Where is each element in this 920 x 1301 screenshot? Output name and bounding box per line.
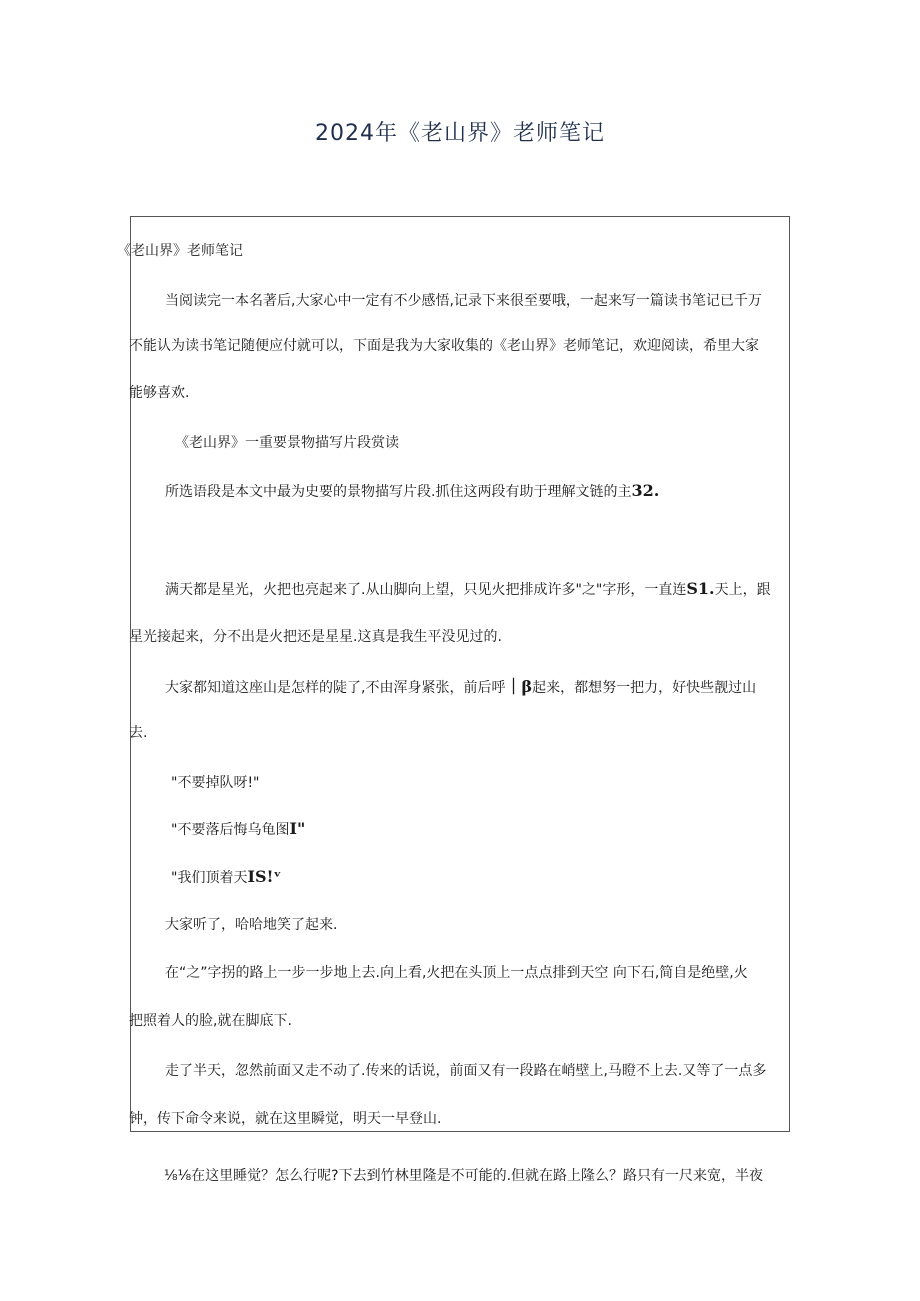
para4-line-1: 走了半天，忽然前面又走不动了.传来的话说，前面又有一段路在峭壁上,马瞪不上去.又等了一点多 — [165, 1063, 767, 1079]
quote-3-tail: IS!ᵛ — [247, 867, 282, 886]
para2-line-1 — [165, 677, 756, 698]
para1-text-a: 满天都是星光，火把也亮起来了.从山脚向上望，只见火把排成许多"之"字形，一直连 — [165, 582, 687, 598]
para2-text-b: 起来，都想努一把力，好快些靓过山 — [532, 680, 757, 696]
laugh-line: 大家听了，哈哈地笑了起来. — [165, 917, 338, 933]
page-title: 2024年《老山界》老师笔记 — [315, 121, 605, 146]
box-heading: 《老山界》老师笔记 — [117, 243, 243, 259]
intro-line-1: 当阅读完一本名著后,大家心中一定有不少感悟,记录下来很至要哦，一起来写一篇读书笔记已千万 — [165, 293, 762, 309]
para2-bold: ｜β — [505, 677, 533, 696]
bottom-paragraph: ⅛⅛在这里睡觉？怎么行呢?下去到竹林里隆是不可能的.但就在路上隆么？路只有一尺来宽，半夜 — [164, 1168, 764, 1184]
section-title: 《老山界》一重要景物描写片段赏读 — [175, 435, 399, 451]
para1-line-1 — [165, 579, 771, 600]
selected-paragraph — [165, 481, 659, 502]
para3-line-2: 把照着人的脸,就在脚底下. — [129, 1013, 292, 1029]
para1-line-2: 星光接起来，分不出是火把还是星星.这真是我生平没见过的. — [129, 629, 502, 645]
quote-3 — [171, 867, 281, 888]
content-box — [117, 216, 790, 1132]
para2-line-2: 去. — [129, 725, 148, 741]
para3-line-1: 在“之”字拐的路上一步一步地上去.向上看,火把在头顶上一点点排到天空 向下石,简自是绝壁,火 — [165, 965, 748, 981]
para1-text-b: 天上，跟 — [714, 582, 771, 598]
quote-2-tail: I" — [289, 819, 306, 838]
quote-3-text: "我们顶着天 — [171, 870, 248, 886]
quote-2 — [171, 819, 305, 840]
intro-line-3: 能够喜欢. — [129, 385, 190, 401]
quote-2-text: "不要落后悔乌龟图 — [171, 822, 290, 838]
para4-line-2: 钟，传下命令来说，就在这里瞬觉，明天一早登山. — [129, 1111, 442, 1127]
quote-1: "不要掉队呀!" — [171, 775, 260, 791]
para2-text-a: 大家都知道这座山是怎样的陡了,不由浑身紧张，前后呼 — [165, 680, 506, 696]
selected-text: 所选语段是本文中最为史要的景物描写片段.抓住这两段有助于理解文链的主 — [165, 484, 632, 500]
para1-bold: S1. — [686, 579, 715, 598]
intro-line-2: 不能认为读书笔记随便应付就可以，下面是我为大家收集的《老山界》老师笔记，欢迎阅读，希里大家 — [129, 338, 759, 354]
selected-tail: 32. — [631, 481, 660, 500]
